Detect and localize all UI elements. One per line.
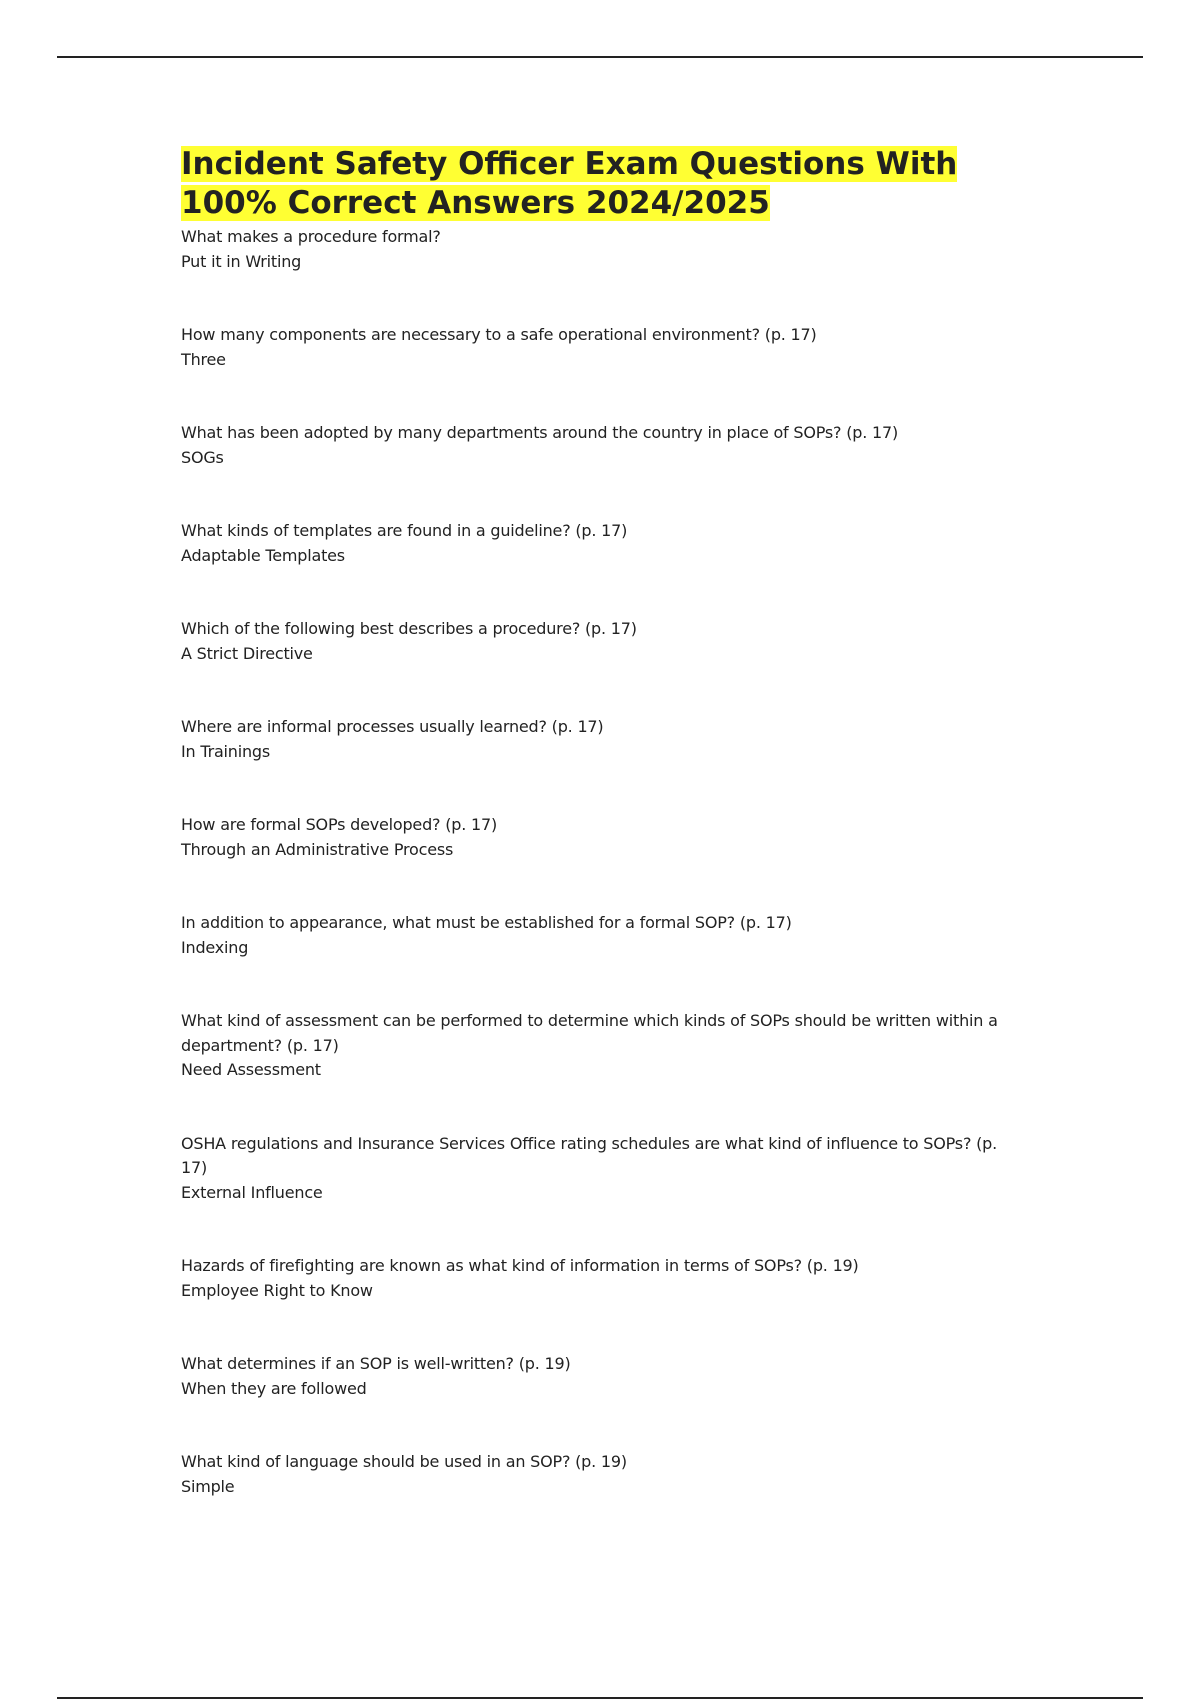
answer: In Trainings bbox=[181, 741, 271, 761]
qa-item bbox=[181, 225, 1021, 274]
qa-item bbox=[181, 911, 1021, 960]
answer: Adaptable Templates bbox=[181, 545, 345, 565]
answer: Put it in Writing bbox=[181, 251, 302, 271]
document-body bbox=[181, 145, 1021, 1548]
answer: Employee Right to Know bbox=[181, 1280, 373, 1300]
qa-item bbox=[181, 323, 1021, 372]
answer: Three bbox=[181, 349, 226, 369]
bottom-rule bbox=[57, 1697, 1143, 1699]
question: What makes a procedure formal? bbox=[181, 227, 441, 246]
qa-item bbox=[181, 519, 1021, 568]
answer: Through an Administrative Process bbox=[181, 839, 454, 859]
question: What determines if an SOP is well-written? (p. 19) bbox=[181, 1354, 571, 1373]
qa-item bbox=[181, 1254, 1021, 1303]
qa-item bbox=[181, 1450, 1021, 1499]
answer: Simple bbox=[181, 1476, 235, 1496]
document-title-text: Incident Safety Officer Exam Questions With 100% Correct Answers 2024/2025 bbox=[181, 146, 958, 221]
qa-item bbox=[181, 1009, 1021, 1083]
qa-item bbox=[181, 715, 1021, 764]
top-rule bbox=[57, 56, 1143, 58]
question: How many components are necessary to a safe operational environment? (p. 17) bbox=[181, 325, 817, 344]
question: Which of the following best describes a procedure? (p. 17) bbox=[181, 619, 637, 638]
answer: Indexing bbox=[181, 937, 249, 957]
document-title bbox=[181, 145, 1021, 223]
question: What kinds of templates are found in a guideline? (p. 17) bbox=[181, 521, 628, 540]
qa-list bbox=[181, 225, 1021, 1499]
qa-item bbox=[181, 421, 1021, 470]
question: What kind of language should be used in an SOP? (p. 19) bbox=[181, 1452, 627, 1471]
qa-item bbox=[181, 1132, 1021, 1206]
question: What kind of assessment can be performed to determine which kinds of SOPs should be written within a department? (p. 17) bbox=[181, 1011, 998, 1055]
question: What has been adopted by many departments around the country in place of SOPs? (p. 17) bbox=[181, 423, 898, 442]
qa-item bbox=[181, 1352, 1021, 1401]
qa-item bbox=[181, 813, 1021, 862]
question: Where are informal processes usually learned? (p. 17) bbox=[181, 717, 604, 736]
answer: Need Assessment bbox=[181, 1060, 321, 1079]
question: How are formal SOPs developed? (p. 17) bbox=[181, 815, 497, 834]
question: OSHA regulations and Insurance Services Office rating schedules are what kind of influence to SOPs? (p. 17) bbox=[181, 1133, 998, 1177]
answer: SOGs bbox=[181, 447, 224, 467]
qa-item bbox=[181, 617, 1021, 666]
answer: When they are followed bbox=[181, 1378, 367, 1398]
question: In addition to appearance, what must be established for a formal SOP? (p. 17) bbox=[181, 913, 792, 932]
answer: External Influence bbox=[181, 1182, 323, 1202]
question: Hazards of firefighting are known as what kind of information in terms of SOPs? (p. 19) bbox=[181, 1256, 859, 1275]
answer: A Strict Directive bbox=[181, 643, 313, 663]
